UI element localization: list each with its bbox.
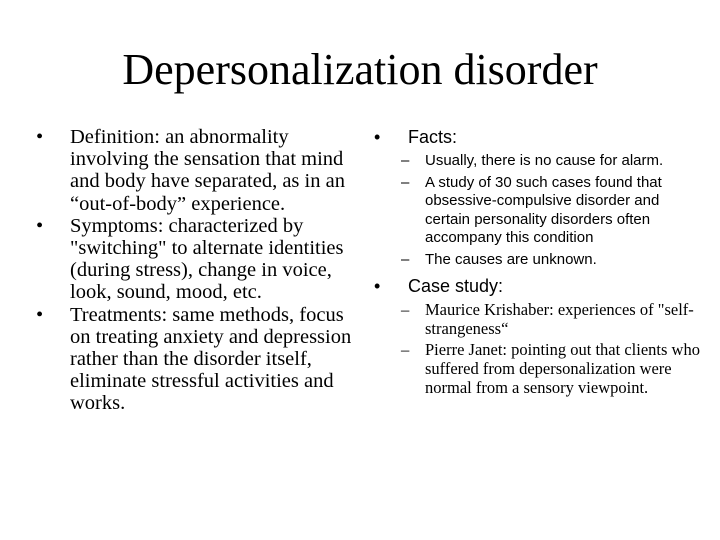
list-item-definition: [36, 126, 354, 215]
facts-subitem-text: A study of 30 such cases found that obsessive-compulsive disorder and certain personality disorders often accompany this condition: [425, 174, 662, 246]
dash-icon: –: [401, 174, 410, 192]
dash-icon: –: [401, 300, 410, 320]
bullet-icon: •: [374, 127, 381, 147]
right-column: [374, 126, 704, 403]
facts-subitem: [401, 251, 704, 269]
slide-title: Depersonalization disorder: [122, 45, 598, 94]
case-study-subitem: [401, 301, 704, 338]
case-study-sublist: [401, 301, 704, 397]
case-study-heading: Case study:: [408, 276, 504, 297]
list-item-treatments: [36, 304, 354, 415]
facts-heading: Facts:: [408, 127, 458, 147]
right-bullet-list: [374, 126, 704, 397]
facts-subitem: [401, 152, 704, 170]
bullet-icon: •: [36, 126, 44, 148]
bullet-icon: •: [374, 276, 381, 297]
facts-subitem: [401, 174, 704, 247]
list-item-symptoms: [36, 215, 354, 304]
dash-icon: –: [401, 152, 410, 169]
case-study-subitem: [401, 341, 704, 397]
case-study-subitem-text: Pierre Janet: pointing out that clients who suffered from depersonalization were normal from a sensory viewpoint.: [425, 340, 700, 397]
list-item-facts: [374, 126, 704, 269]
dash-icon: –: [401, 251, 410, 269]
bullet-icon: •: [36, 214, 44, 237]
facts-subitem-text: Usually, there is no cause for alarm.: [425, 152, 664, 169]
left-column: [36, 126, 354, 415]
facts-subitem-text: The causes are unknown.: [425, 251, 597, 269]
facts-sublist: [401, 152, 704, 269]
case-study-subitem-text: Maurice Krishaber: experiences of "self-strangeness“: [425, 300, 694, 338]
symptoms-text: Symptoms: characterized by "switching" to alternate identities (during stress), change in voice, look, sound, mood, etc.: [70, 214, 344, 304]
treatments-text: Treatments: same methods, focus on treating anxiety and depression rather than the disorder itself, eliminate stressful activities and works.: [70, 303, 352, 415]
bullet-icon: •: [36, 303, 44, 326]
list-item-case-study: [374, 275, 704, 397]
definition-text: Definition: an abnormality involving the sensation that mind and body have separated, as in an “out-of-body” experience.: [70, 126, 345, 215]
left-bullet-list: [36, 126, 354, 415]
dash-icon: –: [401, 340, 410, 360]
